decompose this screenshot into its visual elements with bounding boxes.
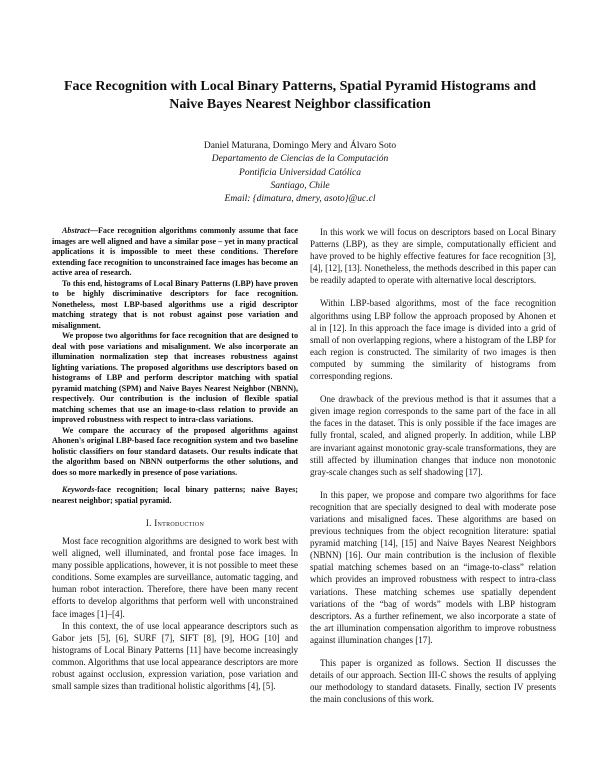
keywords [52,485,298,506]
author-department: Departamento de Ciencias de la Computación [211,154,389,165]
abstract-paragraph-2: To this end, histograms of Local Binary Patterns (LBP) have proven to be highly discriminative descriptors for face recognition. Nonetheless, most LBP-based algorithms use a rigid descriptor matching strategy that is not robust against pose variation and misalignment. [52,278,298,330]
abstract-p1-text: —Face recognition algorithms commonly assume that face images are well aligned and have a similar pose – yet in many practical applications it is impossible to meet these conditions. Therefore extending face recognition to unconstrained face images has become an active area of research. [52,226,298,277]
title-line-1: Face Recognition with Local Binary Patterns, Spatial Pyramid Histograms and [63,79,537,94]
author-email: Email: {dimatura, dmery, asoto}@uc.cl [224,194,376,205]
keywords-text: -face recognition; local binary patterns; naive Bayes; nearest neighbor; spatial pyramid. [52,485,298,505]
keywords-lead: Keywords [62,485,95,494]
abstract-paragraph-1 [52,226,298,279]
author-city: Santiago, Chile [270,180,330,191]
author-university: Pontificia Universidad Católica [239,167,361,178]
right-paragraph-4: In this paper, we propose and compare two algorithms for face recognition that are specially designed to deal with moderate pose variations and misaligned faces. These algorithms are based on previous techniques from the object recognition literature: spatial pyramid matching [14], [15] and Naive Bayes Nearest Neighbors (NBNN) [16]. Our main contribution is the inclusion of flexible spatial matching schemes based on an “image-to-class” relation which provides an improved robustness with respect to intra-class variations. These matching schemes use spatially dependent variations of the “bag of words” models with LBP histogram descriptors. As a further refinement, we also incorporate a state of the art illumination compensation algorithm to improve robustness against illumination changes [17]. [310,489,556,645]
paper-title [40,78,560,114]
left-column [52,226,298,692]
intro-paragraph-2: In this context, the of use local appearance descriptors such as Gabor jets [5], [6], SURF [7], SIFT [8], [9], HOG [10] and histograms of Local Binary Patterns [11] have become increasingly common. Algorithms that use local appearance descriptors are more robust against occlusion, expression variation, pose variation and small sample sizes than traditional holistic algorithms [4], [5]. [52,620,298,692]
abstract [52,226,298,478]
introduction-text [52,535,298,692]
right-paragraph-3: One drawback of the previous method is that it assumes that a given image region corresponds to the same part of the face in all the faces in the dataset. This is only possible if the face images are fully frontal, scaled, and aligned properly. In addition, while LBP are invariant against monotonic gray-scale transformations, they are still affected by illumination changes that induce non monotonic gray-scale changes such as self shadowing [17]. [310,394,556,477]
author-names: Daniel Maturana, Domingo Mery and Álvaro Soto [203,141,397,151]
section-heading-introduction: I. Introduction [145,518,205,528]
right-paragraph-1: In this work we will focus on descriptors based on Local Binary Patterns (LBP), as they are simple, computationally efficient and have proved to be highly effective features for face recognition [3], [4], [12], [13]. Nonetheless, the methods described in this paper can be readily adapted to operate with alternative local descriptors. [310,227,556,286]
title-line-2: Naive Bayes Nearest Neighbor classification [169,97,431,112]
right-paragraph-2: Within LBP-based algorithms, most of the face recognition algorithms using LBP follow the approach proposed by Ahonen et al in [12]. In this approach the face image is divided into a grid of small of non overlapping regions, where a histogram of the LBP for each region is constructed. The similarity of two images is then computed by summing the similarity of histograms from corresponding regions. [310,298,556,382]
right-column-text [310,226,556,705]
author-block [40,140,560,206]
abstract-lead: Abstract [62,226,90,235]
abstract-paragraph-4: We compare the accuracy of the proposed algorithms against Ahonen's original LBP-based face recognition system and two baseline holistic classifiers on four standard datasets. Our results indicate that the algorithm based on NBNN outperforms the other solutions, and does so more markedly in presence of pose variations. [52,425,298,477]
abstract-paragraph-3: We propose two algorithms for face recognition that are designed to deal with pose variations and misalignment. We also incorporate an illumination normalization step that increases robustness against lighting variations. The proposed algorithms use descriptors based on histograms of LBP and perform descriptor matching with spatial pyramid matching (SPM) and Naive Bayes Nearest Neighbor (NBNN), respectively. Our contribution is the inclusion of flexible spatial matching schemes that use an image-to-class relation to provide an improved robustness with respect to intra-class variations. [52,331,298,424]
right-paragraph-5: This paper is organized as follows. Section II discusses the details of our approach. Section III-C shows the results of applying our methodology to standard datasets. Finally, section IV presents the main conclusions of this work. [310,658,556,705]
intro-paragraph-1: Most face recognition algorithms are designed to work best with well aligned, well illuminated, and frontal pose face images. In many possible applications, however, it is not possible to meet these conditions. Some examples are surveillance, automatic tagging, and human robot interaction. Therefore, there have been many recent efforts to develop algorithms that perform well with unconstrained face images [1]–[4]. [52,536,298,619]
right-column [310,226,556,716]
